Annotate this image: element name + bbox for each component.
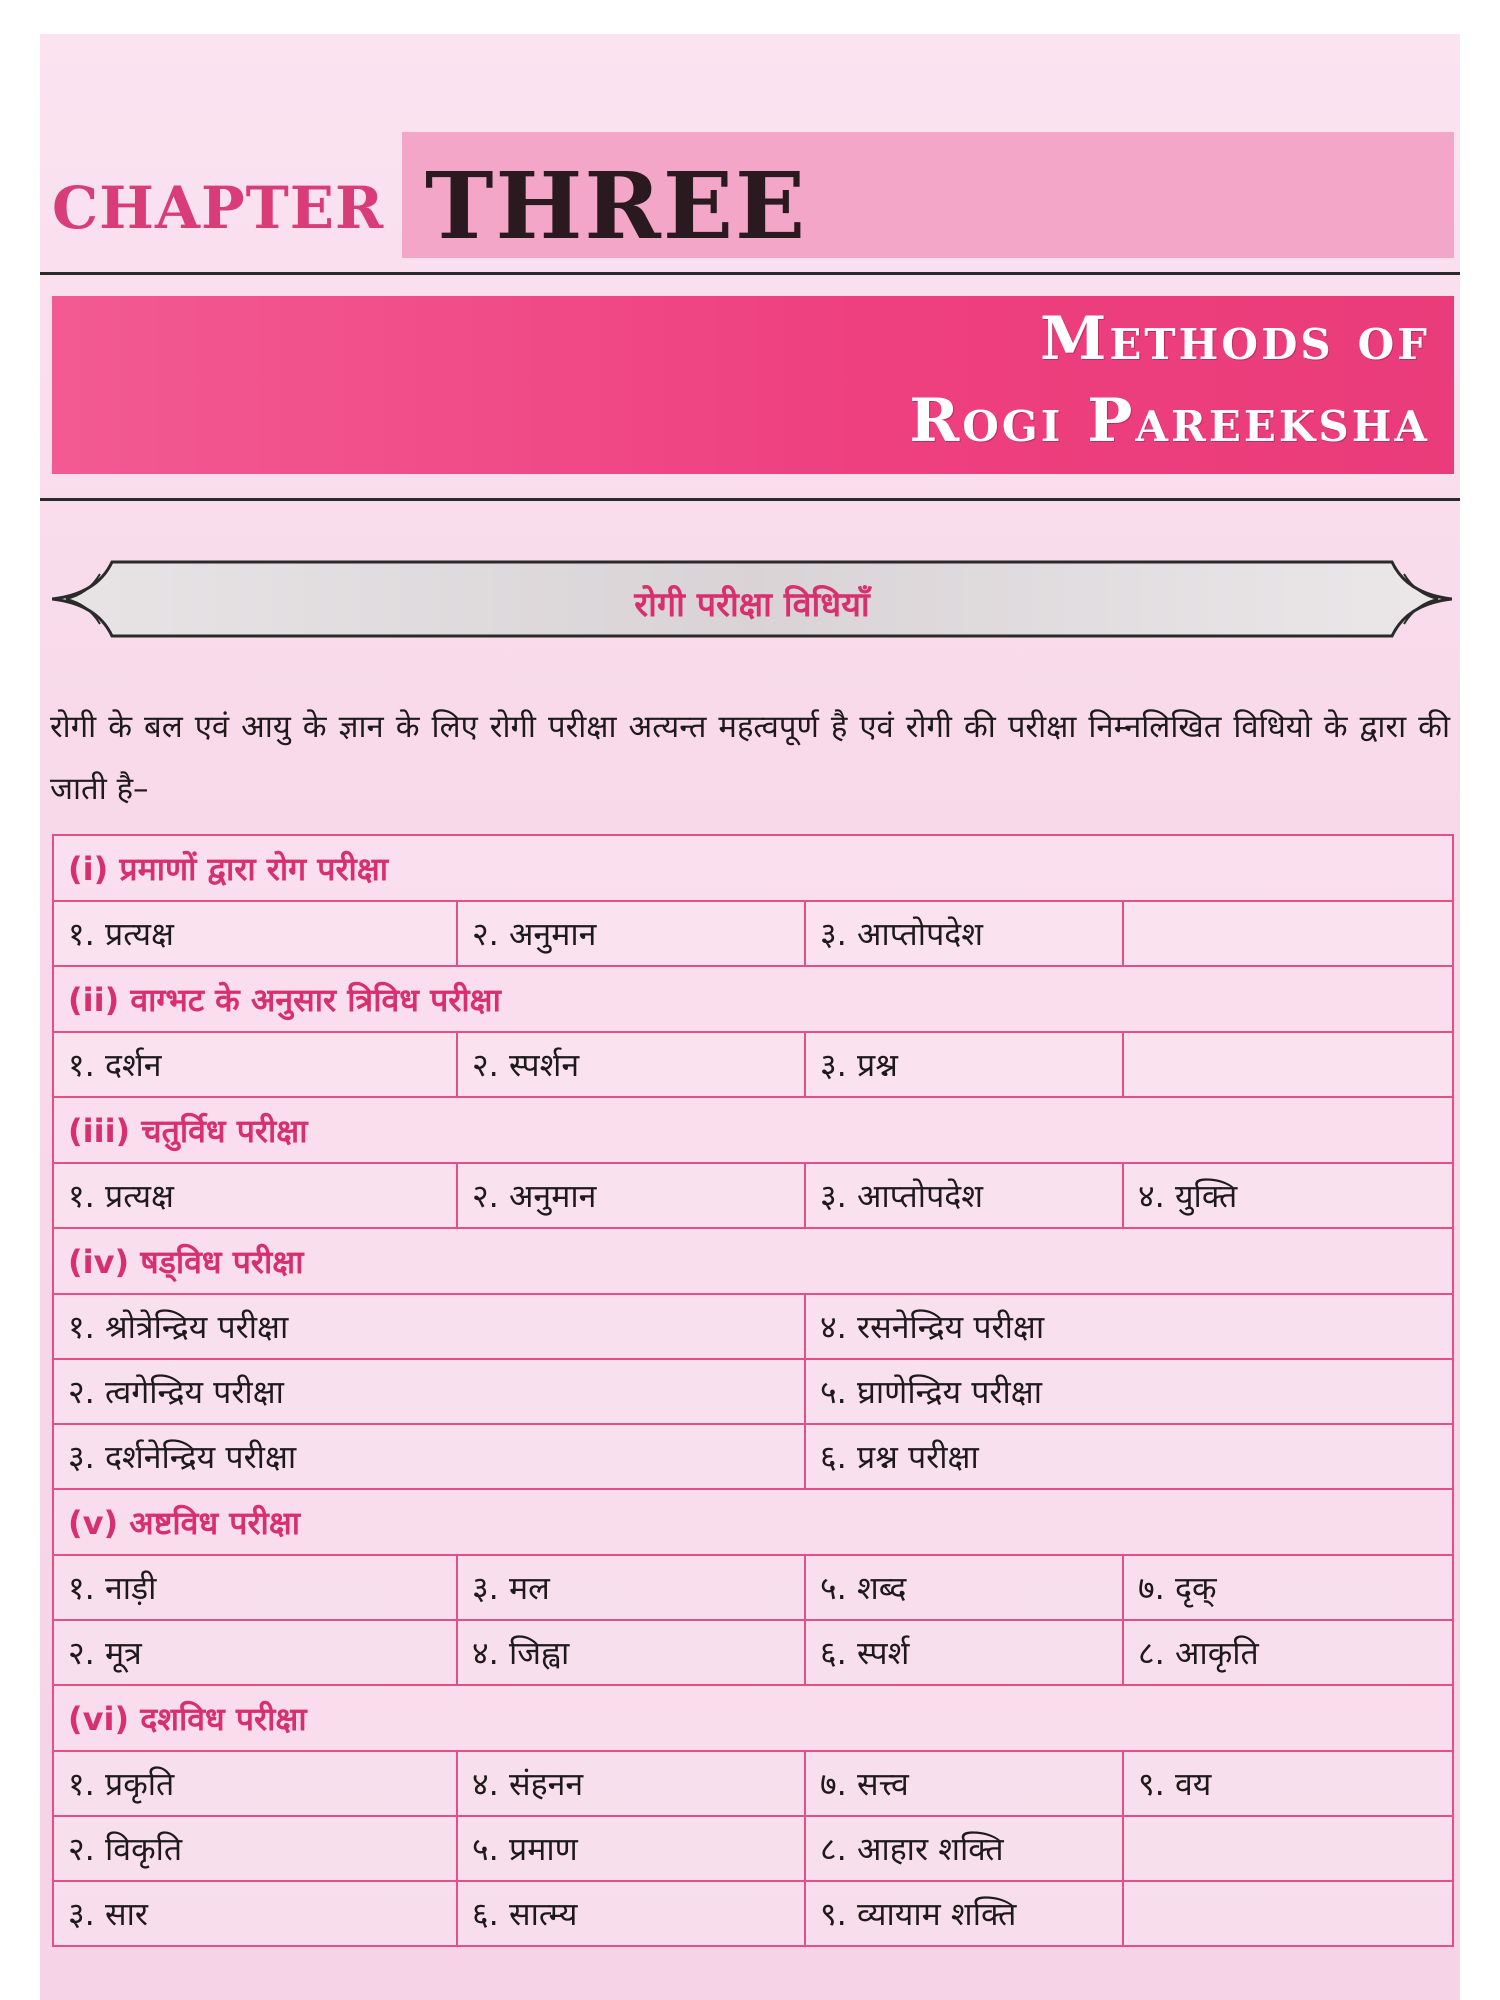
table-cell: ४. युक्ति: [1123, 1163, 1453, 1228]
table-cell: ४. संहनन: [457, 1751, 805, 1816]
table-row: [53, 1751, 1453, 1816]
table-cell: २. अनुमान: [457, 1163, 805, 1228]
top-divider: [40, 272, 1460, 275]
table-cell: ३. आप्तोपदेश: [805, 1163, 1123, 1228]
table-section-header: [53, 1685, 1453, 1751]
table-cell: ५. घ्राणेन्द्रिय परीक्षा: [805, 1359, 1453, 1424]
table-cell: २. विकृति: [53, 1816, 457, 1881]
book-page: [40, 34, 1460, 2000]
table-cell: २. अनुमान: [457, 901, 805, 966]
table-row: [53, 1032, 1453, 1097]
table-section-header: [53, 966, 1453, 1032]
section-title: (ii) वाग्भट के अनुसार त्रिविध परीक्षा: [53, 966, 1453, 1032]
table-section-header: [53, 1489, 1453, 1555]
table-cell: ३. मल: [457, 1555, 805, 1620]
table-cell: ५. प्रमाण: [457, 1816, 805, 1881]
table-cell: १. प्रत्यक्ष: [53, 1163, 457, 1228]
table-cell: ३. दर्शनेन्द्रिय परीक्षा: [53, 1424, 805, 1489]
section-title: (iii) चतुर्विध परीक्षा: [53, 1097, 1453, 1163]
table-row: [53, 1555, 1453, 1620]
table-cell: [1123, 1032, 1453, 1097]
table-cell: १. नाड़ी: [53, 1555, 457, 1620]
table-cell: [1123, 1881, 1453, 1946]
table-cell: ९. वय: [1123, 1751, 1453, 1816]
table-cell: ३. आप्तोपदेश: [805, 901, 1123, 966]
examination-methods-table: [52, 834, 1454, 1947]
table-row: [53, 1294, 1453, 1359]
table-cell: ७. दृक्: [1123, 1555, 1453, 1620]
table-cell: १. प्रत्यक्ष: [53, 901, 457, 966]
table-cell: ८. आकृति: [1123, 1620, 1453, 1685]
table-row: [53, 1881, 1453, 1946]
chapter-title-line-1: Methods of: [1040, 304, 1430, 374]
table-section-header: [53, 835, 1453, 901]
chapter-label: CHAPTER: [52, 174, 385, 242]
table-cell: ३. प्रश्न: [805, 1032, 1123, 1097]
table-cell: १. दर्शन: [53, 1032, 457, 1097]
bottom-divider: [40, 498, 1460, 501]
section-banner: [52, 554, 1452, 644]
table-cell: २. त्वगेन्द्रिय परीक्षा: [53, 1359, 805, 1424]
table-cell: २. मूत्र: [53, 1620, 457, 1685]
table-row: [53, 1816, 1453, 1881]
table-cell: ४. जिह्वा: [457, 1620, 805, 1685]
table-section-header: [53, 1228, 1453, 1294]
table-cell: १. प्रकृति: [53, 1751, 457, 1816]
chapter-number: THREE: [425, 152, 808, 260]
table-cell: ६. प्रश्न परीक्षा: [805, 1424, 1453, 1489]
table-cell: ४. रसनेन्द्रिय परीक्षा: [805, 1294, 1453, 1359]
table-cell: ५. शब्द: [805, 1555, 1123, 1620]
table-cell: २. स्पर्शन: [457, 1032, 805, 1097]
table-cell: ८. आहार शक्ति: [805, 1816, 1123, 1881]
section-banner-title: रोगी परीक्षा विधियाँ: [634, 585, 870, 625]
table-row: [53, 1620, 1453, 1685]
table-row: [53, 1424, 1453, 1489]
section-title: (v) अष्टविध परीक्षा: [53, 1489, 1453, 1555]
table-row: [53, 901, 1453, 966]
section-title: (i) प्रमाणों द्वारा रोग परीक्षा: [53, 835, 1453, 901]
chapter-title-line-2: Rogi Pareeksha: [909, 386, 1430, 456]
section-title: (vi) दशविध परीक्षा: [53, 1685, 1453, 1751]
table-cell: [1123, 1816, 1453, 1881]
table-cell: ७. सत्त्व: [805, 1751, 1123, 1816]
section-title: (iv) षड्विध परीक्षा: [53, 1228, 1453, 1294]
table-row: [53, 1163, 1453, 1228]
table-cell: ३. सार: [53, 1881, 457, 1946]
table-section-header: [53, 1097, 1453, 1163]
table-cell: ९. व्यायाम शक्ति: [805, 1881, 1123, 1946]
intro-paragraph: रोगी के बल एवं आयु के ज्ञान के लिए रोगी परीक्षा अत्यन्त महत्वपूर्ण है एवं रोगी की परीक्षा निम्नलिखित विधियो के द्वारा की जाती है–: [50, 709, 1450, 807]
table-cell: [1123, 901, 1453, 966]
table-cell: ६. सात्म्य: [457, 1881, 805, 1946]
table-row: [53, 1359, 1453, 1424]
table-cell: ६. स्पर्श: [805, 1620, 1123, 1685]
table-cell: १. श्रोत्रेन्द्रिय परीक्षा: [53, 1294, 805, 1359]
